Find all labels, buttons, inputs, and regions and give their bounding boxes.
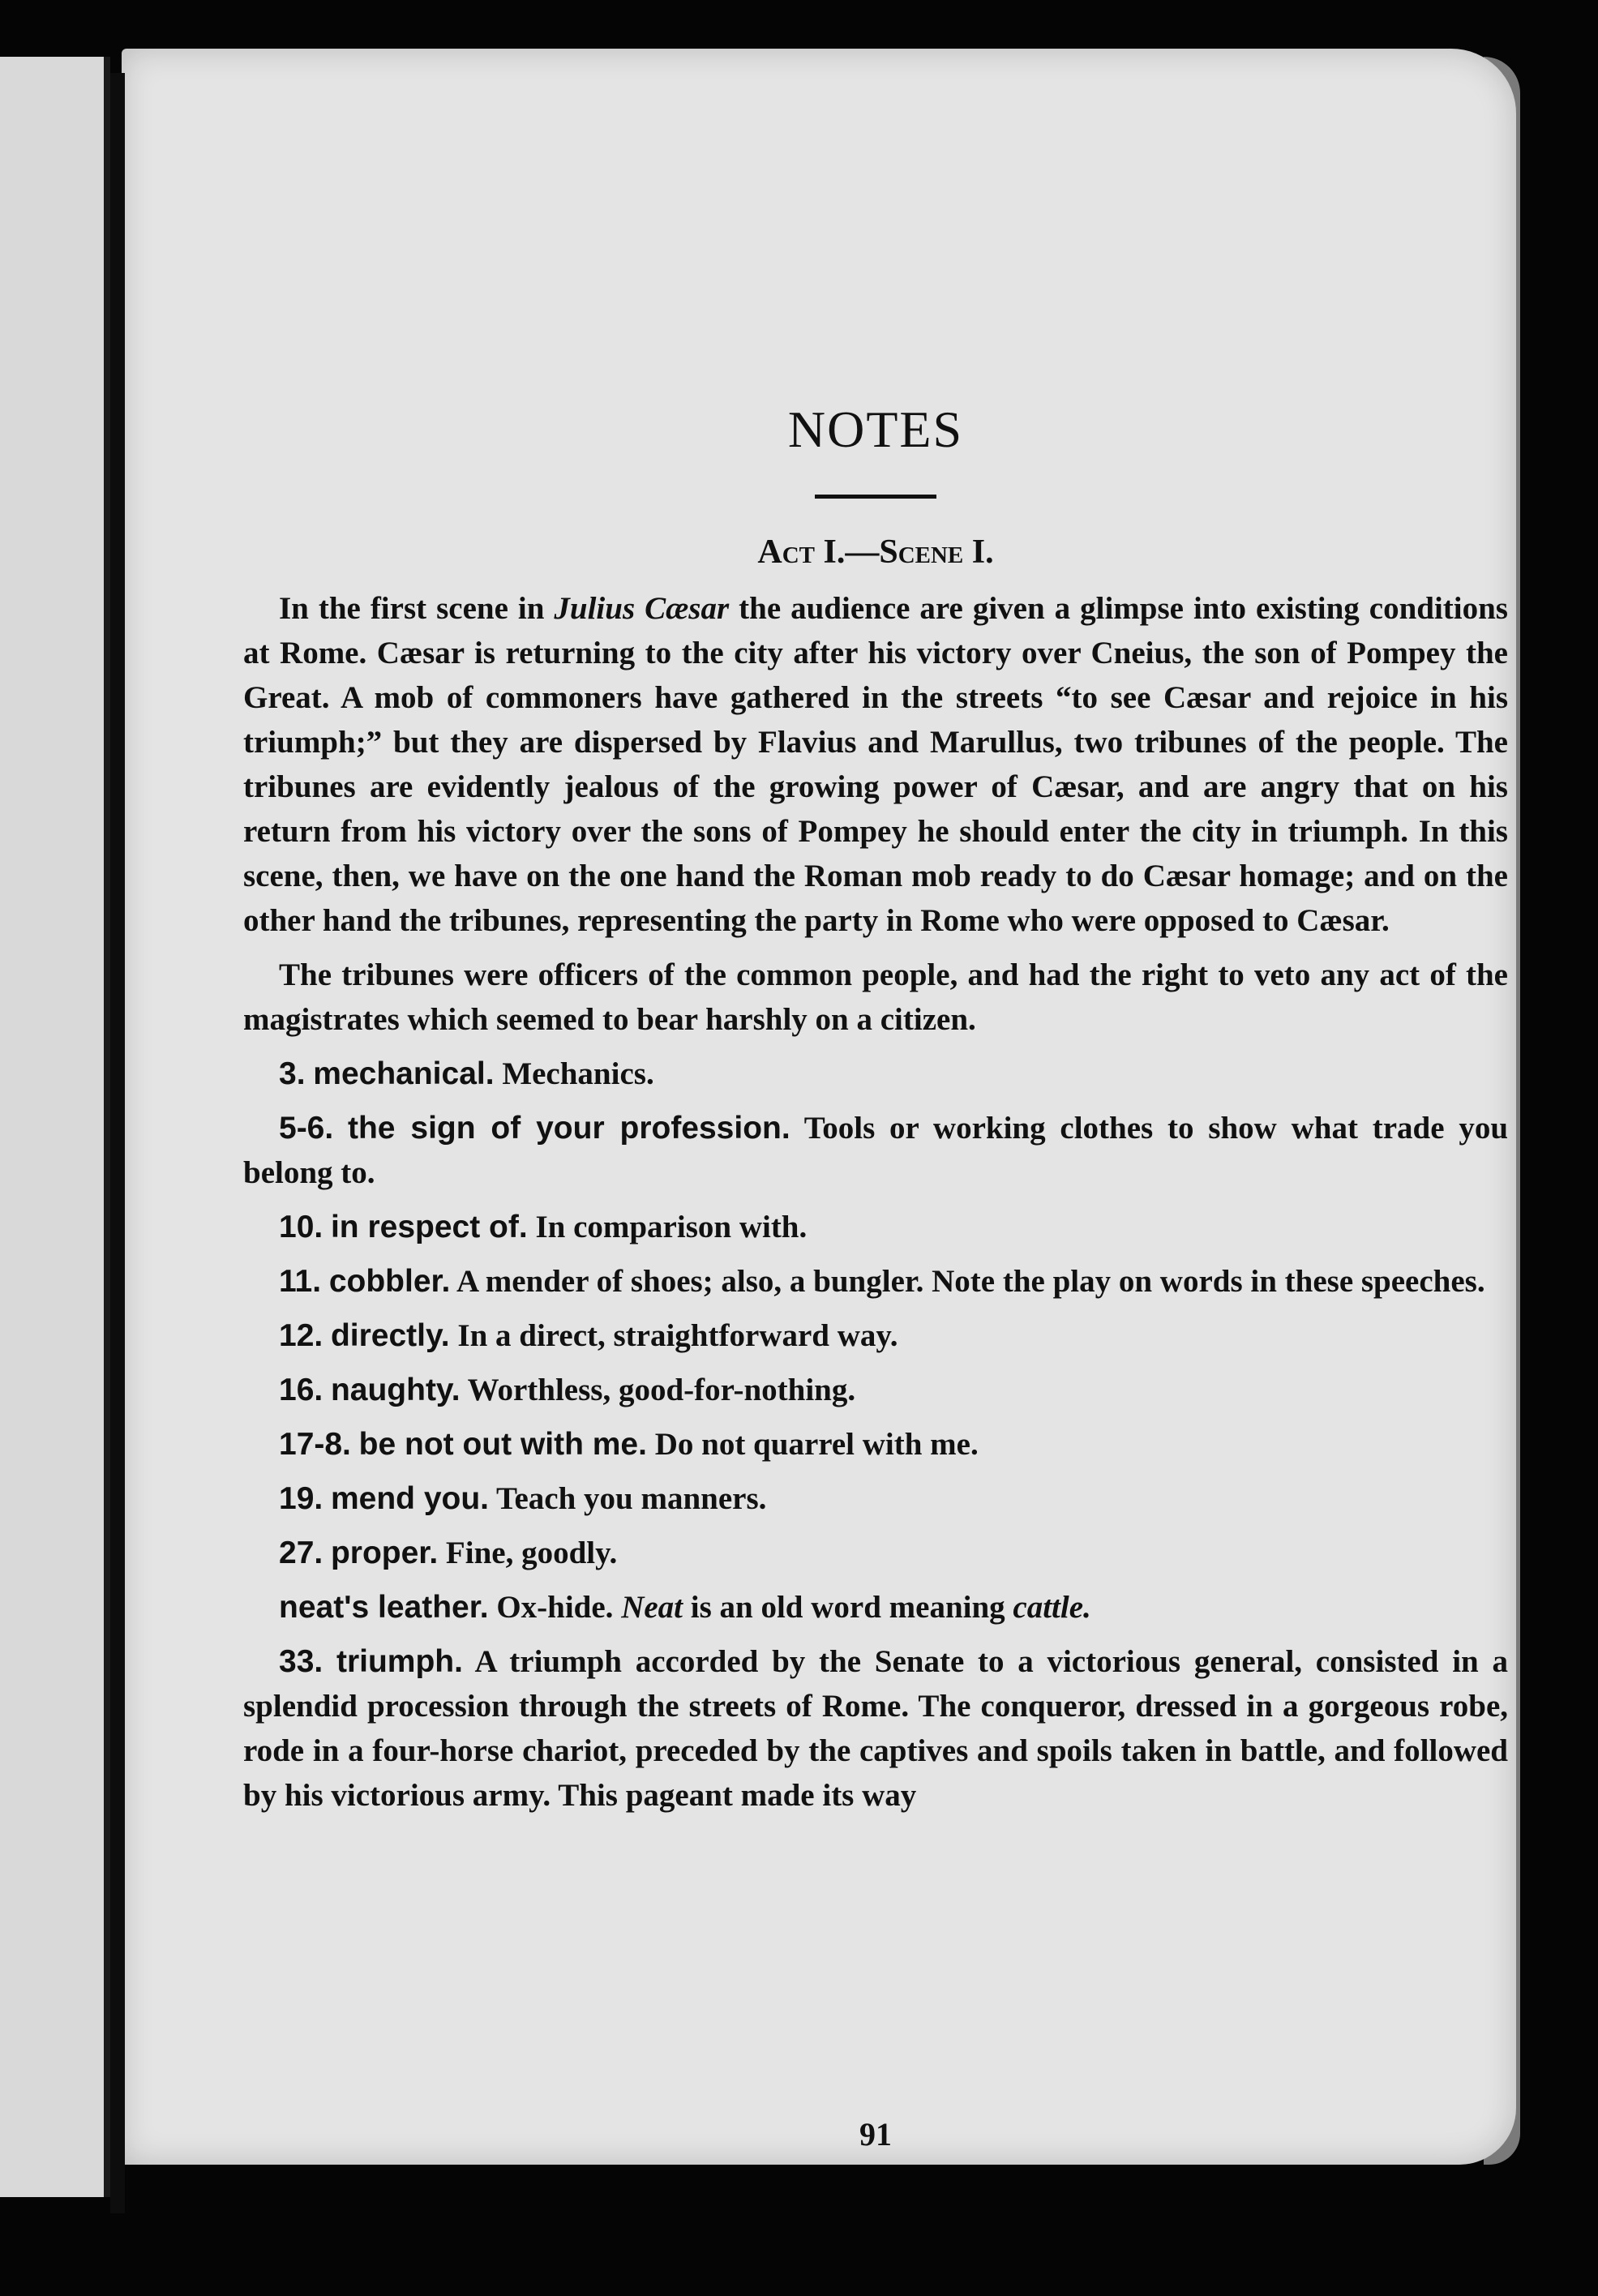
note-item: [243, 1422, 1508, 1467]
note-lemma: in respect of.: [330, 1210, 528, 1244]
note-item: [243, 1476, 1508, 1521]
note-lemma: mend you.: [330, 1481, 489, 1516]
note-lemma: proper.: [330, 1536, 439, 1570]
note-gloss: Fine, goodly.: [445, 1536, 618, 1570]
note-lemma: the sign of your profession.: [348, 1111, 790, 1146]
note-lemma: be not out with me.: [358, 1427, 647, 1462]
note-number: 33.: [279, 1644, 323, 1679]
intro-paragraph-2: The tribunes were officers of the common people, and had the right to veto any act of the magistrates which seemed to bear harshly on a citizen.: [243, 957, 1508, 1037]
note-number: 12.: [279, 1318, 323, 1353]
note-item: [243, 1368, 1508, 1412]
book-spine: [110, 73, 125, 2213]
note-gloss: Ox-hide.: [496, 1590, 622, 1625]
note-number: 11.: [279, 1264, 322, 1299]
book-page: [122, 49, 1516, 2165]
italic-word: cattle.: [1013, 1590, 1091, 1625]
intro-text-b: the audience are given a glimpse into existing conditions at Rome. Cæsar is returning to the city after his victory over Cneius, the son of Pompey the Great. A mob of commoners have gathered in the streets “to see Cæsar and rejoice in his triumph;” but they are dispersed by Flavius and Marullus, two tribunes of the people. The tribunes are evidently jealous of the growing power of Cæsar, and are angry that on his return from his victory over the sons of Pompey he should enter the city in triumph. In this scene, then, we have on the one hand the Roman mob ready to do Cæsar homage; and on the other hand the tribunes, representing the party in Rome who were opposed to Cæsar.: [243, 591, 1508, 938]
title-rule: [815, 495, 936, 499]
page-number: 91: [859, 2116, 892, 2152]
note-item: [243, 1052, 1508, 1096]
note-gloss: A triumph accorded by the Senate to a victorious general, consisted in a splendid procession through the streets of Rome. The conqueror, dressed in a gorgeous robe, rode in a four-horse chariot, preceded by the captives and spoils taken in battle, and followed by his victorious army. This pageant made its way: [243, 1644, 1508, 1813]
note-number: 5-6.: [279, 1111, 334, 1146]
note-gloss: A mender of shoes; also, a bungler. Note the play on words in these speeches.: [456, 1264, 1485, 1299]
note-number: 19.: [279, 1481, 323, 1516]
note-lemma: neat's leather.: [279, 1590, 489, 1625]
note-gloss: Worthless, good-for-nothing.: [467, 1373, 856, 1407]
intro-text-a: In the first scene in: [279, 591, 555, 626]
note-lemma: directly.: [330, 1318, 450, 1353]
note-item-neat: [243, 1585, 1508, 1630]
note-gloss: Tools or working clothes to show what trade you belong to.: [243, 1111, 1509, 1190]
scene-heading: Act I.—Scene I.: [757, 533, 994, 571]
note-lemma: cobbler.: [328, 1264, 451, 1299]
note-lemma: naughty.: [330, 1373, 461, 1407]
note-item: [243, 1205, 1508, 1249]
note-gloss: Mechanics.: [502, 1056, 654, 1091]
page-content: [243, 397, 1509, 2152]
italic-word: Neat: [621, 1590, 683, 1625]
intro-paragraph-1: [243, 586, 1508, 943]
note-gloss: is an old word meaning: [683, 1590, 1013, 1625]
note-number: 3.: [279, 1056, 306, 1091]
page-title: NOTES: [787, 401, 964, 458]
play-title: Julius Cæsar: [554, 591, 730, 626]
note-number: 17-8.: [279, 1427, 351, 1462]
note-item: [243, 1313, 1508, 1358]
note-gloss: In comparison with.: [535, 1210, 808, 1244]
note-gloss: Teach you manners.: [496, 1481, 767, 1516]
note-number: 16.: [279, 1373, 323, 1407]
note-gloss: Do not quarrel with me.: [654, 1427, 979, 1462]
note-lemma: mechanical.: [313, 1056, 495, 1091]
note-item-triumph: [243, 1639, 1508, 1818]
note-item: [243, 1106, 1508, 1195]
note-gloss: In a direct, straightforward way.: [457, 1318, 898, 1353]
note-number: 27.: [279, 1536, 323, 1570]
note-item: [243, 1531, 1508, 1575]
note-lemma: triumph.: [336, 1644, 463, 1679]
note-number: 10.: [279, 1210, 323, 1244]
facing-page-edge: [0, 57, 110, 2197]
note-item: [243, 1259, 1508, 1304]
